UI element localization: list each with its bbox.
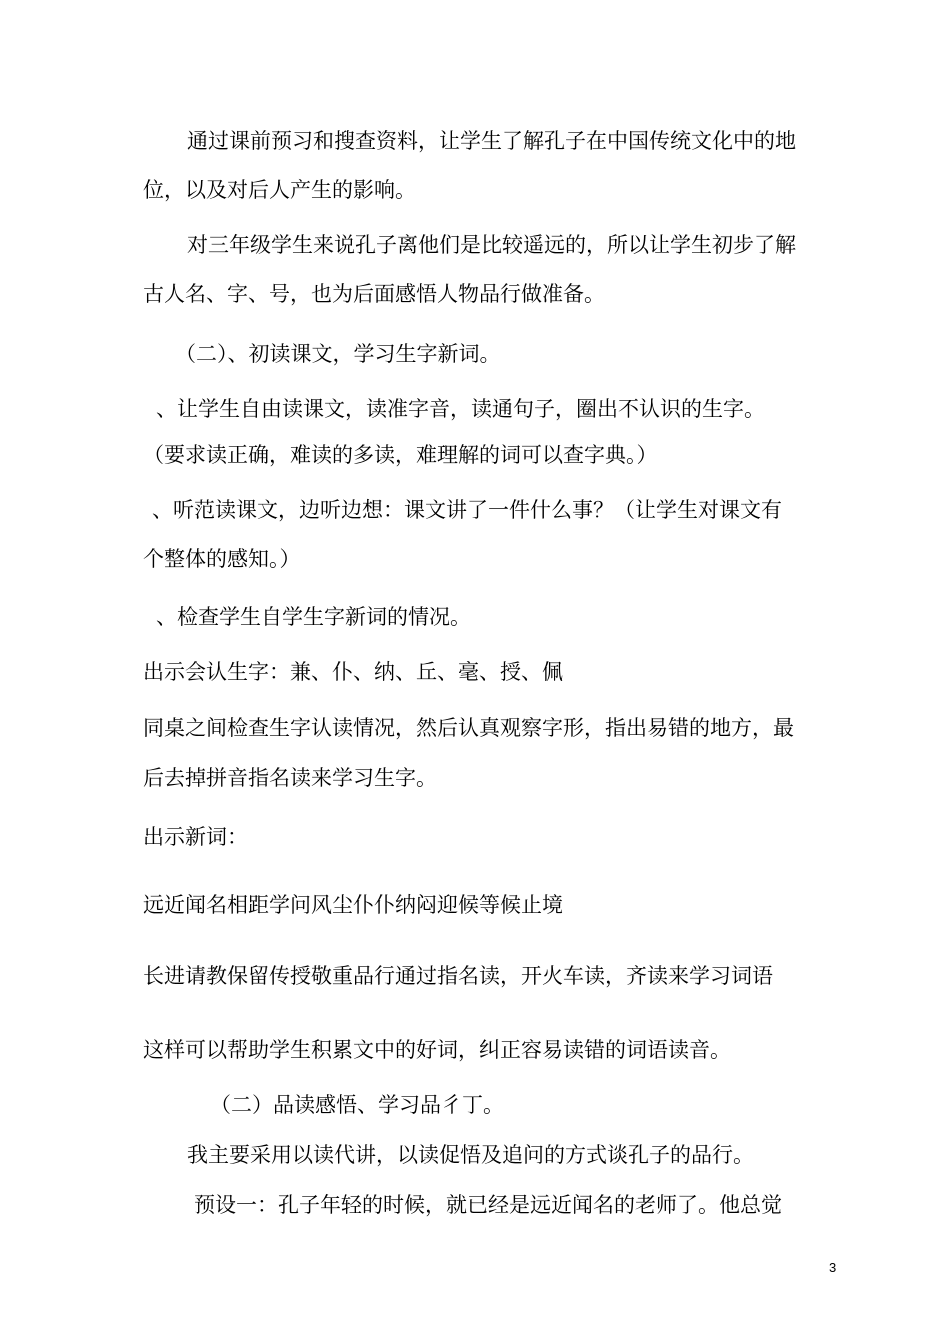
paragraph-line: 我主要采用以读代讲，以读促悟及追问的方式谈孔子的品行。 [187, 1143, 754, 1167]
paragraph-line: 通过课前预习和搜查资料，让学生了解孔子在中国传统文化中的地 [187, 129, 796, 153]
paragraph-line: 这样可以帮助学生积累文中的好词，纠正容易读错的词语读音。 [143, 1038, 731, 1062]
paragraph-line: 出示会认生字：兼、仆、纳、丘、毫、授、佩 [143, 660, 563, 684]
section-heading: （二）品读感悟、学习品彳丁。 [210, 1093, 504, 1117]
paragraph-line: 出示新词： [143, 825, 248, 849]
paragraph-line: 位，以及对后人产生的影响。 [143, 178, 416, 202]
paragraph-line: 后去掉拼音指名读来学习生字。 [143, 766, 437, 790]
paragraph-line: 长进请教保留传授敬重品行通过指名读，开火车读，齐读来学习词语 [143, 964, 773, 988]
paragraph-line: 远近闻名相距学问风尘仆仆纳闷迎候等候止境 [143, 893, 563, 917]
paragraph-line: 、让学生自由读课文，读准字音，读通句子，圈出不认识的生字。 [156, 397, 765, 421]
page-number: 3 [829, 1260, 837, 1275]
paragraph-line: 、检查学生自学生字新词的情况。 [156, 605, 471, 629]
paragraph-line: 对三年级学生来说孔子离他们是比较遥远的，所以让学生初步了解 [187, 233, 796, 257]
paragraph-line: 古人名、字、号，也为后面感悟人物品行做准备。 [143, 282, 605, 306]
paragraph-line: 个整体的感知。） [143, 547, 301, 571]
section-heading: （二）、初读课文，学习生字新词。 [175, 342, 501, 366]
paragraph-line: 预设一：孔子年轻的时候，就已经是远近闻名的老师了。他总觉 [194, 1193, 782, 1217]
paragraph-line: 、听范读课文，边听边想：课文讲了一件什么事？（让学生对课文有 [152, 498, 782, 522]
paragraph-line: （要求读正确，难读的多读，难理解的词可以查字典。） [143, 443, 658, 467]
paragraph-line: 同桌之间检查生字认读情况，然后认真观察字形，指出易错的地方，最 [143, 716, 794, 740]
